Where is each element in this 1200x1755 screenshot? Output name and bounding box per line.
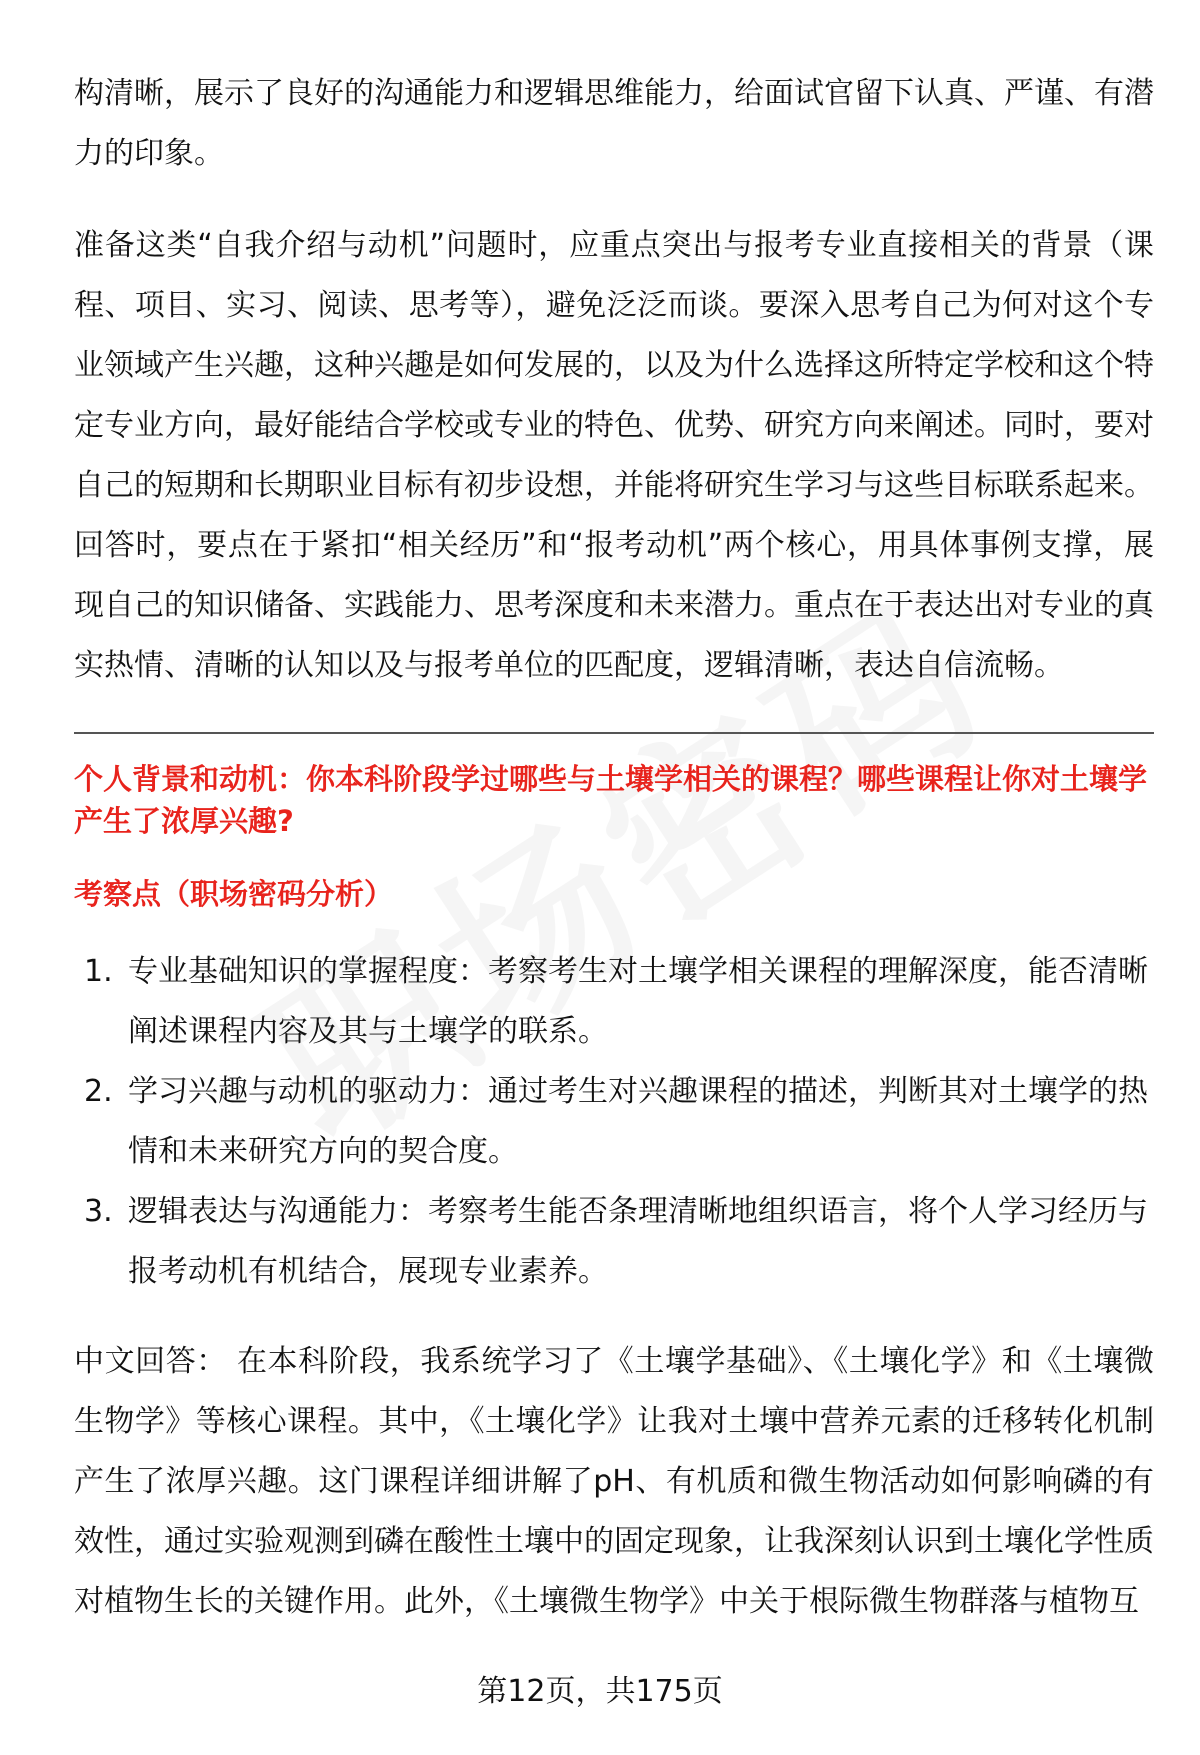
document-page [74, 64, 1154, 1632]
list-item [74, 1062, 1154, 1182]
list-item-text: 专业基础知识的掌握程度：考察考生对土壤学相关课程的理解深度，能否清晰阐述课程内容及其与土壤学的联系。 [128, 954, 1148, 1049]
list-item-text: 逻辑表达与沟通能力：考察考生能否条理清晰地组织语言，将个人学习经历与报考动机有机结合，展现专业素养。 [128, 1194, 1148, 1289]
list-item [74, 942, 1154, 1062]
list-item-number: 1. [84, 954, 113, 989]
paragraph-continuation: 构清晰，展示了良好的沟通能力和逻辑思维能力，给面试官留下认真、严谨、有潜力的印象。 [74, 76, 1154, 171]
list-item [74, 1182, 1154, 1302]
chinese-answer-paragraph: 中文回答： 在本科阶段，我系统学习了《土壤学基础》、《土壤化学》和《土壤微生物学》等核心课程。其中，《土壤化学》让我对土壤中营养元素的迁移转化机制产生了浓厚兴趣。这门课程详细讲解了pH、有机质和微生物活动如何影响磷的有效性，通过实验观测到磷在酸性土壤中的固定现象，让我深刻认识到土壤化学性质对植物生长的关键作用。此外，《土壤微生物学》中关于根际微生物群落与植物互 [74, 1344, 1154, 1619]
assessment-points-list [74, 942, 1154, 1302]
list-item-number: 2. [84, 1074, 113, 1109]
list-item-number: 3. [84, 1194, 113, 1229]
section-divider [74, 732, 1154, 734]
page-number-footer: 第12页，共175页 [477, 1674, 723, 1709]
paragraph-preparation-advice: 准备这类“自我介绍与动机”问题时，应重点突出与报考专业直接相关的背景（课程、项目、实习、阅读、思考等），避免泛泛而谈。要深入思考自己为何对这个专业领域产生兴趣，这种兴趣是如何发展的，以及为什么选择这所特定学校和这个特定专业方向，最好能结合学校或专业的特色、优势、研究方向来阐述。同时，要对自己的短期和长期职业目标有初步设想，并能将研究生学习与这些目标联系起来。回答时，要点在于紧扣“相关经历”和“报考动机”两个核心，用具体事例支撑，展现自己的知识储备、实践能力、思考深度和未来潜力。重点在于表达出对专业的真实热情、清晰的认知以及与报考单位的匹配度，逻辑清晰，表达自信流畅。 [74, 228, 1154, 683]
question-heading: 个人背景和动机：你本科阶段学过哪些与土壤学相关的课程？哪些课程让你对土壤学产生了浓厚兴趣? [74, 762, 1148, 838]
list-item-text: 学习兴趣与动机的驱动力：通过考生对兴趣课程的描述，判断其对土壤学的热情和未来研究方向的契合度。 [128, 1074, 1148, 1169]
assessment-points-heading: 考察点（职场密码分析） [74, 877, 394, 911]
